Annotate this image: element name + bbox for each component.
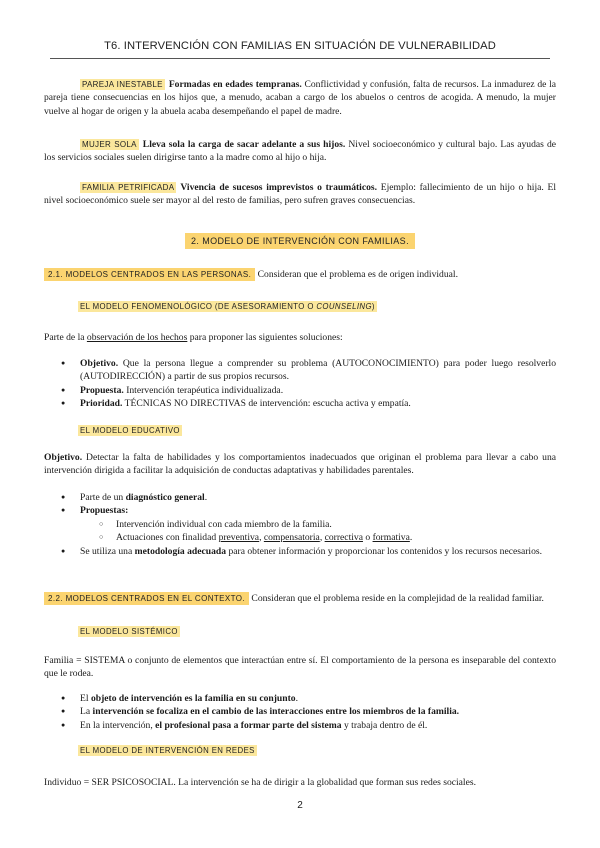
item-underlined: preventiva (218, 532, 260, 544)
edu-obj-bold: Objetivo. (44, 452, 83, 463)
subsection-2-1-tag: 2.1. MODELOS CENTRADOS EN LAS PERSONAS. (44, 268, 255, 281)
p3-bold: Vivencia de sucesos imprevistos o traumáticos. (180, 182, 378, 193)
item-text: Actuaciones con finalidad (116, 532, 219, 544)
list-item (44, 384, 556, 397)
feno-intro-b: para proponer las siguientes soluciones: (187, 332, 343, 343)
item-text: En la intervención, (80, 719, 156, 731)
item-text: Que la persona llegue a comprender su problema (AUTOCONOCIMIENTO) para poder luego resolverlo (AUTODIRECCIÓN) a partir de sus propios recursos. (80, 358, 556, 383)
edu-title: EL MODELO EDUCATIVO (80, 426, 180, 435)
item-text: , (259, 532, 264, 544)
sist-intro (44, 654, 556, 681)
header-rule (50, 58, 550, 59)
item-text: Parte de un (80, 492, 126, 503)
page-header: T6. INTERVENCIÓN CON FAMILIAS EN SITUACIÓN DE VULNERABILIDAD (104, 40, 496, 52)
edu-obj-text: Detectar la falta de habilidades y los comportamientos inadecuados que originan el problema para llevar a cabo una intervención dirigida a facilitar la adquisición de conductas adaptativas y habilidades parentales. (44, 452, 556, 477)
redes-title: EL MODELO DE INTERVENCIÓN EN REDES (80, 746, 255, 755)
item-text: para obtener información y proporcionar los contenidos y los recursos necesarios. (226, 545, 543, 557)
item-text: , (319, 532, 325, 544)
item-text: TÉCNICAS NO DIRECTIVAS de intervención: escucha activa y empatía. (122, 398, 411, 410)
feno-title-b: COUNSELING (316, 302, 372, 311)
heading-educativo (78, 426, 182, 435)
list-item (44, 705, 556, 718)
section-2-title: 2. MODELO DE INTERVENCIÓN CON FAMILIAS. (185, 233, 415, 249)
sist-intro-text: Familia = SISTEMA o conjunto de elementos que interactúan entre sí. El comportamiento de la persona es inseparable del contexto que le rodea. (44, 655, 556, 680)
list-item (44, 397, 556, 410)
heading-sistemico (78, 627, 180, 636)
item-bold: Objetivo. (80, 358, 119, 369)
edu-list (44, 491, 556, 558)
item-text: Intervención individual con cada miembro de la familia. (116, 518, 332, 530)
list-item (44, 491, 556, 504)
paragraph-mujer-sola (44, 138, 556, 165)
item-bold: el profesional pasa a formar parte del sistema (155, 719, 342, 731)
item-text: . (204, 492, 208, 503)
sist-list (44, 692, 556, 732)
sub-list-item (44, 531, 556, 544)
item-bold: metodología adecuada (134, 545, 227, 557)
list-item (44, 545, 556, 558)
page-number: 2 (297, 800, 303, 811)
item-bold: Prioridad. (80, 398, 123, 410)
heading-redes (78, 746, 257, 755)
feno-intro-a: Parte de la (44, 332, 87, 343)
item-bold: Propuestas: (80, 505, 129, 517)
p3-text: Ejemplo: fallecimiento de un hijo o hija. El nivel socioeconómico suele ser mayor al del resto de familias, pero sufren graves consecuencias. (44, 182, 556, 207)
paragraph-familia-petrificada (44, 181, 556, 208)
list-item (44, 504, 556, 517)
p1-text: Conflictividad y confusión, falta de recursos. La inmadurez de la pareja tiene consecuencias en los hijos que, a menudo, acaban a cargo de los abuelos o centros de acogida. A menudo, la mujer vuelve al hogar de origen y la abuela acaba desempeñando el papel de madre. (44, 79, 556, 117)
item-bold: diagnóstico general (125, 492, 205, 503)
subsection-2-1-text: Consideran que el problema es de origen individual. (255, 269, 458, 280)
paragraph-pareja-inestable (44, 78, 556, 118)
item-bold: objeto de intervención es la familia en su conjunto (90, 693, 296, 704)
item-text: La (80, 706, 93, 718)
subsection-2-2 (44, 592, 556, 605)
section-heading-2 (0, 231, 600, 249)
list-item (44, 719, 556, 732)
subsection-2-2-tag: 2.2. MODELOS CENTRADOS EN EL CONTEXTO. (44, 592, 249, 605)
feno-intro-underlined: observación de los hechos (86, 332, 188, 343)
item-underlined: formativa (372, 532, 410, 544)
item-text: El (80, 693, 91, 704)
redes-text-content: Individuo = SER PSICOSOCIAL. La intervención se ha de dirigir a la globalidad que forman sus redes sociales. (44, 777, 476, 788)
subsection-2-2-text: Consideran que el problema reside en la complejidad de la realidad familiar. (249, 593, 544, 604)
tag-pareja-inestable: PAREJA INESTABLE (82, 80, 163, 89)
item-text: . (295, 693, 299, 704)
sist-title: EL MODELO SISTÉMICO (80, 627, 178, 636)
sub-list-item (44, 518, 556, 531)
edu-objective (44, 451, 556, 478)
p1-bold: Formadas en edades tempranas. (168, 79, 302, 90)
item-bold: Propuesta. (80, 384, 124, 396)
tag-familia-petrificada: FAMILIA PETRIFICADA (82, 183, 175, 192)
item-text: y trabaja dentro de él. (341, 719, 428, 731)
feno-list (44, 357, 556, 411)
item-text: o (362, 532, 373, 544)
item-bold: intervención se focaliza en el cambio de las interacciones entre los miembros de la familia. (92, 706, 460, 718)
feno-title-c: ) (371, 302, 375, 311)
subsection-2-1 (44, 268, 556, 281)
p2-text: Nivel socioeconómico y cultural bajo. Las ayudas de los servicios sociales suelen dirigirse tanto a la madre como al hijo o hija. (44, 139, 557, 164)
item-text: . (409, 532, 413, 544)
list-item (44, 692, 556, 705)
item-text: Se utiliza una (80, 545, 135, 557)
feno-intro (44, 331, 556, 344)
feno-title-a: EL MODELO FENOMENOLÓGICO (DE ASESORAMIENTO O (80, 302, 317, 311)
item-underlined: compensatoria (263, 532, 320, 544)
heading-fenomenologico (78, 302, 377, 311)
item-text: Intervención terapéutica individualizada. (123, 384, 284, 396)
list-item (44, 357, 556, 384)
p2-bold: Lleva sola la carga de sacar adelante a sus hijos. (142, 139, 346, 150)
item-underlined: correctiva (324, 532, 363, 544)
redes-text (44, 776, 556, 789)
tag-mujer-sola: MUJER SOLA (82, 140, 137, 149)
